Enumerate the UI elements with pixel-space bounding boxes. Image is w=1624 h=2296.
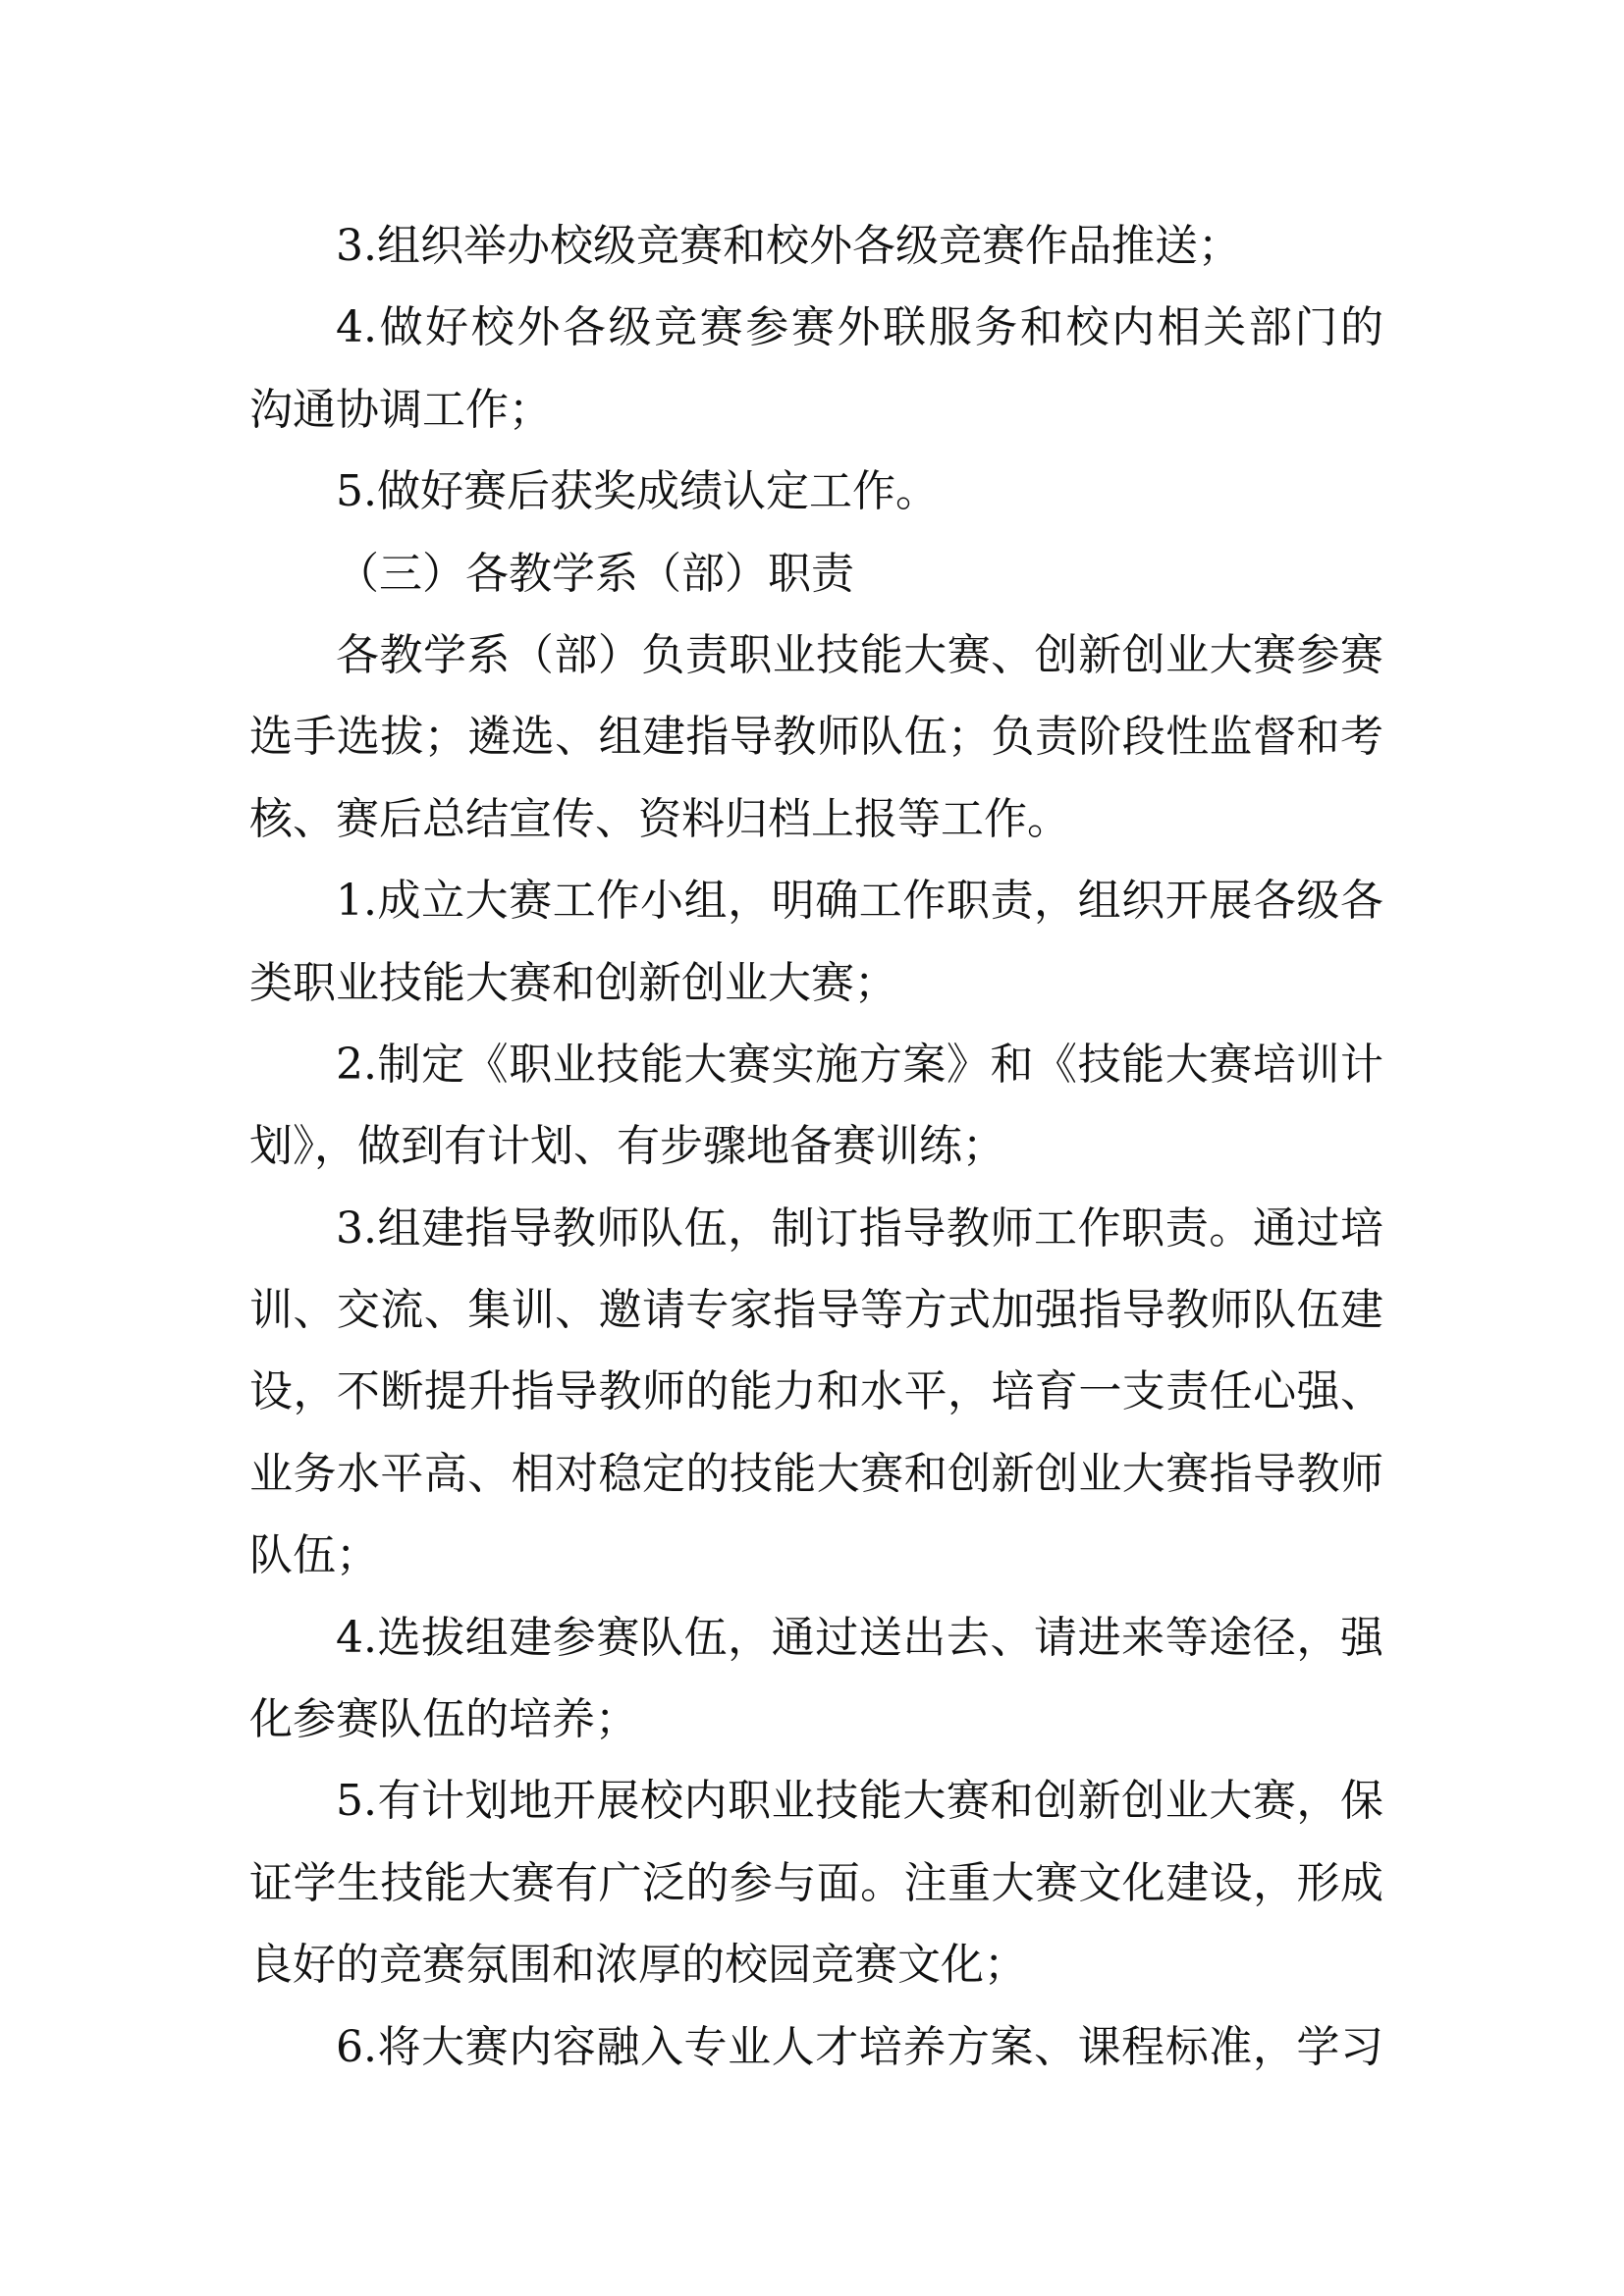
text-line: 选手选拔；遴选、组建指导教师队伍；负责阶段性监督和考 (249, 712, 1383, 763)
paragraph-item-5 (249, 451, 1383, 532)
text-line: 良好的竞赛氛围和浓厚的校园竞赛文化； (249, 1940, 1027, 1991)
paragraph-duty-2 (249, 1024, 1383, 1188)
paragraph-item-3 (249, 205, 1383, 287)
body-text (249, 205, 1383, 2088)
text-line: 6.将大赛内容融入专业人才培养方案、课程标准，学习 (336, 2021, 1383, 2072)
text-line: 队伍； (249, 1530, 379, 1581)
text-line: 类职业技能大赛和创新创业大赛； (249, 957, 897, 1008)
paragraph-duty-4 (249, 1597, 1383, 1761)
paragraph-item-4 (249, 287, 1383, 451)
text-line: 训、交流、集训、邀请专家指导等方式加强指导教师队伍建 (249, 1285, 1383, 1336)
text-line: 2.制定《职业技能大赛实施方案》和《技能大赛培训计 (336, 1039, 1383, 1090)
text-line: 核、赛后总结宣传、资料归档上报等工作。 (249, 793, 1070, 844)
text-line: 3.组织举办校级竞赛和校外各级竞赛作品推送； (336, 221, 1241, 271)
text-line: 业务水平高、相对稳定的技能大赛和创新创业大赛指导教师 (249, 1448, 1383, 1499)
text-line: 3.组建指导教师队伍，制订指导教师工作职责。通过培 (336, 1202, 1383, 1254)
section-heading-text: （三）各教学系（部）职责 (336, 548, 854, 599)
text-line: 划》，做到有计划、有步骤地备赛训练； (249, 1121, 1005, 1172)
text-line: 4.选拔组建参赛队伍，通过送出去、请进来等途径，强 (336, 1612, 1383, 1663)
paragraph-duty-3 (249, 1188, 1383, 1597)
paragraph-duty-5 (249, 1760, 1383, 2005)
text-line: 5.做好赛后获奖成绩认定工作。 (336, 466, 939, 517)
section-heading (249, 533, 1383, 614)
text-line: 1.成立大赛工作小组，明确工作职责，组织开展各级各 (336, 876, 1383, 927)
text-line: 各教学系（部）负责职业技能大赛、创新创业大赛参赛 (336, 629, 1383, 680)
paragraph-duty-6 (249, 2006, 1383, 2088)
text-line: 4.做好校外各级竞赛参赛外联服务和校内相关部门的 (336, 302, 1383, 353)
paragraph-department-duties (249, 614, 1383, 860)
text-line: 沟通协调工作； (249, 384, 552, 435)
text-line: 设，不断提升指导教师的能力和水平，培育一支责任心强、 (249, 1366, 1383, 1417)
text-line: 5.有计划地开展校内职业技能大赛和创新创业大赛，保 (336, 1776, 1383, 1827)
text-line: 证学生技能大赛有广泛的参与面。注重大赛文化建设，形成 (249, 1857, 1383, 1908)
paragraph-duty-1 (249, 860, 1383, 1024)
text-line: 化参赛队伍的培养； (249, 1694, 638, 1745)
